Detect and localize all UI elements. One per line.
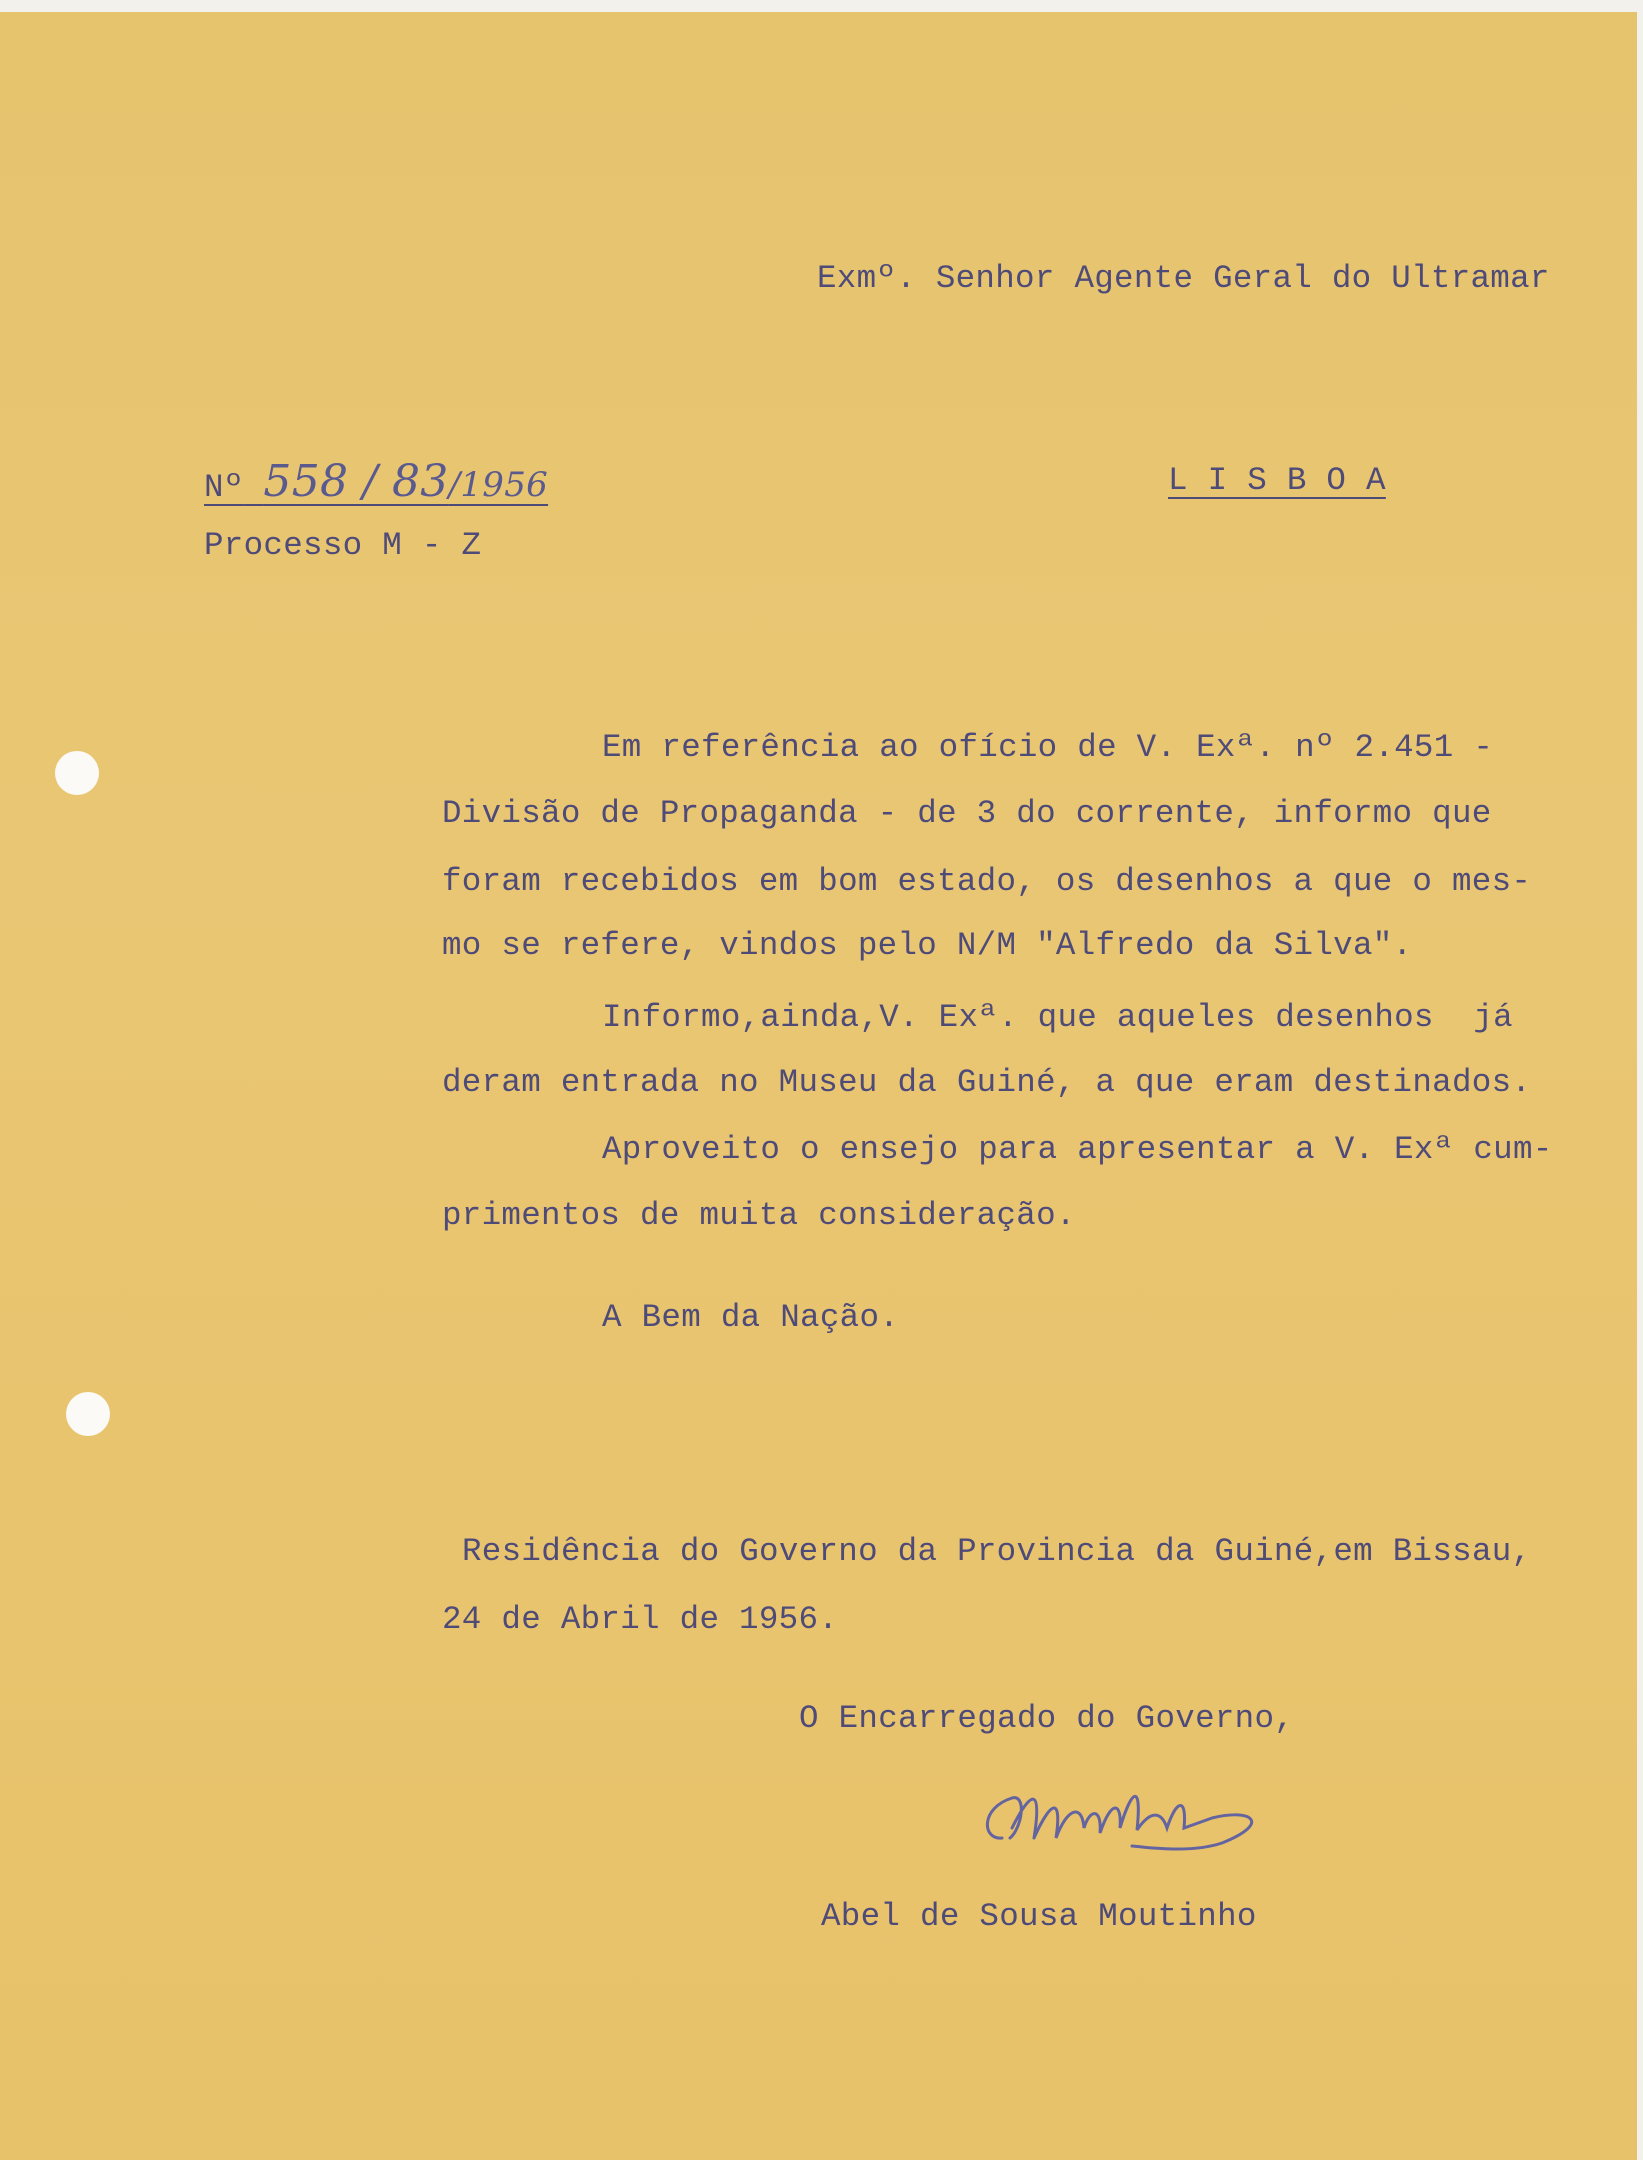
reference-number (204, 456, 548, 507)
closing: A Bem da Nação. (602, 1299, 900, 1336)
body-line: Em referência ao ofício de V. Exª. nº 2.451 - (602, 729, 1494, 766)
body-line: foram recebidos em bom estado, os desenhos a que o mes- (442, 863, 1532, 900)
place: Residência do Governo da Provincia da Guiné,em Bissau, (462, 1533, 1532, 1570)
body-line: Aproveito o ensejo para apresentar a V. Exª cum- (602, 1131, 1553, 1168)
body-line: primentos de muita consideração. (442, 1197, 1076, 1234)
punch-hole (55, 751, 99, 795)
city: L I S B O A (1168, 462, 1386, 499)
reference-handwritten: 558 / 83 (263, 456, 449, 507)
signatory-name: Abel de Sousa Moutinho (821, 1898, 1257, 1935)
reference-prefix: Nº (204, 469, 244, 506)
body-line: deram entrada no Museu da Guiné, a que eram destinados. (442, 1064, 1532, 1101)
addressee: Exmº. Senhor Agente Geral do Ultramar (817, 260, 1550, 297)
handwritten-signature (972, 1768, 1292, 1868)
punch-hole (66, 1392, 110, 1436)
body-line: Informo,ainda,V. Exª. que aqueles desenhos já (602, 999, 1513, 1036)
body-line: Divisão de Propaganda - de 3 do corrente, informo que (442, 795, 1492, 832)
date: 24 de Abril de 1956. (442, 1601, 839, 1638)
reference-year: /1956 (448, 465, 549, 505)
scan-right-edge (1637, 0, 1643, 2160)
process: Processo M - Z (204, 527, 482, 564)
body-line: mo se refere, vindos pelo N/M "Alfredo da Silva". (442, 927, 1413, 964)
scan-top-edge (0, 0, 1643, 12)
signatory-title: O Encarregado do Governo, (799, 1700, 1295, 1737)
